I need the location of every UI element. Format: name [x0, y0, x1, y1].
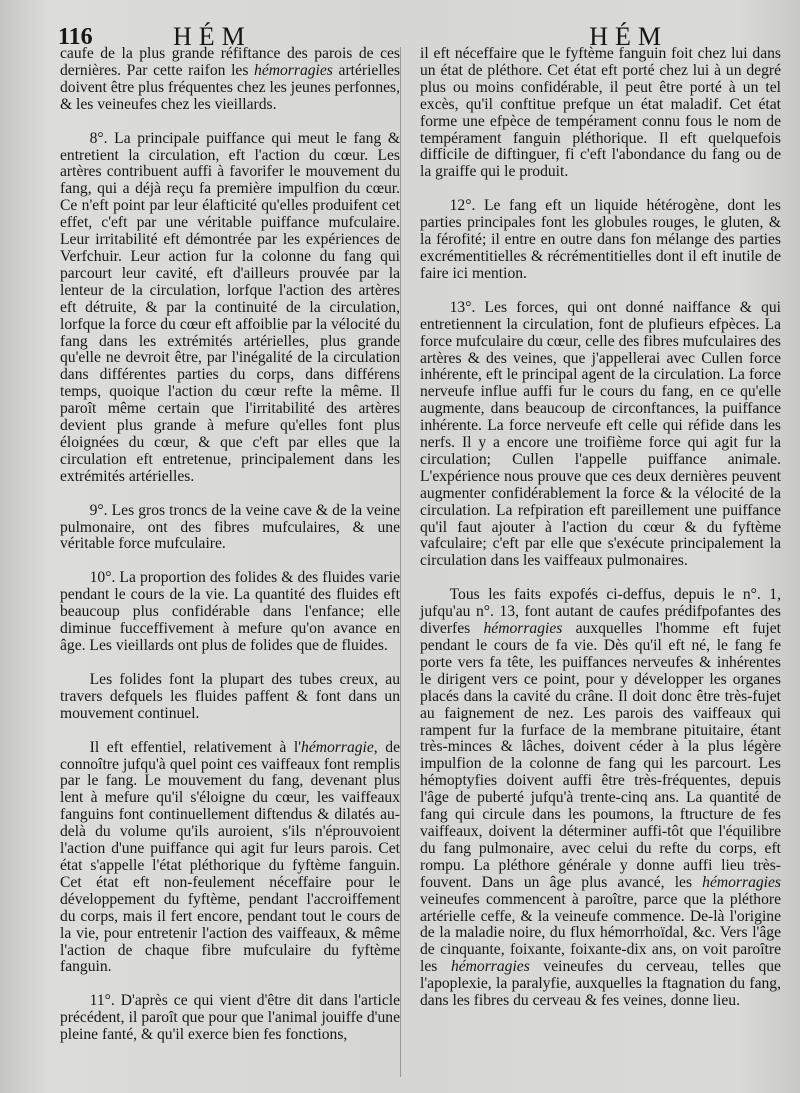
paragraph: Il eft effentiel, relativement à l'hémorragie, de connoître jufqu'à quel point ces vaiffeaux font remplis par le fang. Le mouvement du fang, devenant plus lent à mefure qu'il s'éloigne du cœur, les vaiffeaux fanguins font continuellement diftendus & dilatés au-delà du volume qu'ils auroient, s'ils n'éprouvoient l'action d'une puiffance qui agit fur leurs parois. Cet état s'appelle l'état pléthorique du fyftème fanguin. Cet état eft non-feulement néceffaire pour le développement du fyftème, pendant l'accroiffement du corps, mais il fert encore, pendant tout le cours de la vie, pour entretenir l'action des vaiffeaux, & même l'action de chaque fibre mufculaire du fyftème fanguin. [60, 738, 400, 976]
running-head-left: HÉM [173, 22, 252, 51]
paragraph: 12°. Le fang eft un liquide hétérogène, dont les parties principales font les globules rouges, le gluten, & la férofité; il entre en outre dans fon mélange des parties excrémentitielles & récrémentitielles dont il eft inutile de faire ici mention. [420, 197, 781, 282]
paragraph: 10°. La proportion des folides & des fluides varie pendant le cours de la vie. La quantité des fluides eft beaucoup plus confidérable dans l'enfance; elle diminue fucceffivement à mefure qu'on avance en âge. Les vieillards ont plus de folides que de fluides. [60, 569, 400, 654]
paragraph: 11°. D'après ce qui vient d'être dit dans l'article précédent, il paroît que pour que l'animal jouiffe d'une pleine fanté, & qu'il exerce bien fes fonctions, [60, 992, 400, 1044]
paragraph: Les folides font la plupart des tubes creux, au travers defquels les fluides paffent & font dans un mouvement continuel. [60, 670, 400, 722]
paragraph: Tous les faits expofés ci-deffus, depuis le n°. 1, jufqu'au n°. 13, font autant de caufes prédifpofantes des diverfes hémorragies auxquelles l'homme eft fujet pendant le cours de fa vie. Dès qu'il eft né, le fang fe porte vers fa tête, les puiffances nerveufes & inhérentes le dirigent vers ce point, pour y développer les organes placés dans la cavité du crâne. Il doit donc être très-fujet au faignement de nez. Les parois des vaiffeaux qui rampent fur la furface de la membrane pituitaire, étant très-minces & lâches, doivent céder à la plus légère impulfion de la colonne de fang qui les parcourt. Les hémoptyfies doivent auffi être très-fréquentes, depuis l'âge de puberté jufqu'à trente-cinq ans. La quantité de fang qui circule dans les poumons, la ftructure de fes vaiffeaux, doivent la déterminer auffi-tôt que l'équilibre du fang pulmonaire, avec celui du refte du corps, eft rompu. La pléthore générale y donne auffi lieu très-fouvent. Dans un âge plus avancé, les hémorragies veineufes commencent à paroître, parce que la pléthore artérielle ceffe, & la veineufe commence. De-là l'origine de la maladie noire, du flux hémorrhoïdal, &c. Vers l'âge de cinquante, foixante, foixante-dix ans, on voit paroître les hémorragies veineufes du cerveau, telles que l'apoplexie, la paralyfie, auxquelles la ftagnation du fang, dans les fibres du cerveau & fes veines, donne lieu. [420, 586, 781, 1010]
right-column [420, 46, 781, 1010]
paragraph: 9°. Les gros troncs de la veine cave & de la veine pulmonaire, ont des fibres mufculaires, & une véritable force mufculaire. [60, 501, 400, 553]
column-divider [400, 47, 401, 1077]
paragraph: 13°. Les forces, qui ont donné naiffance & qui entretiennent la circulation, font de plufieurs efpèces. La force mufculaire du cœur, celle des fibres mufculaires des artères & des veines, que j'appellerai avec Cullen force inhérente, eft le principal agent de la circulation. La force nerveufe influe auffi fur le cours du fang, en ce qu'elle augmente, dans beaucoup de circonftances, la puiffance inhérente. La force nerveufe eft celle qui réfide dans les nerfs. Il y a encore une troifième force qui agit fur la circulation; Cullen l'appelle puiffance animale. L'expérience nous prouve que ces deux dernières peuvent augmenter confidérablement la force & la vélocité de la circulation. La refpiration eft pareillement une puiffance qu'il faut ajouter à l'action du cœur & du fyftème vafculaire; c'eft par elle que s'exécute principalement la circulation dans les vaiffeaux pulmonaires. [420, 298, 781, 570]
left-column [60, 46, 400, 1044]
page-number: 116 [58, 24, 93, 50]
paragraph: caufe de la plus grande réfiftance des parois de ces dernières. Par cette raifon les hémorragies artérielles doivent être plus fréquentes chez les jeunes perfonnes, & les veineufes chez les vieillards. [60, 45, 400, 113]
running-head-right: HÉM [589, 22, 668, 51]
paragraph: il eft néceffaire que le fyftème fanguin foit chez lui dans un état de pléthore. Cet état eft porté chez lui à un degré plus ou moins confidérable, il peut être porté à un tel excès, qu'il conftitue prefque un état maladif. Cet état forme une efpèce de tempérament connu fous le nom de tempérament fanguin pléthorique. Il eft quelquefois difficile de diftinguer, fi c'eft l'abondance du fang ou de la graiffe qui le produit. [420, 45, 781, 181]
paragraph: 8°. La principale puiffance qui meut le fang & entretient la circulation, eft l'action du cœur. Les artères contribuent auffi à favorifer le mouvement du fang, qui a déjà reçu fa première impulfion du cœur. Ce n'eft point par leur élafticité qu'elles produifent cet effet, c'eft par une véritable puiffance mufculaire. Leur irritabilité eft démontrée par les expériences de Verfchuir. Leur action fur la colonne du fang qui parcourt leur cavité, eft d'ailleurs prouvée par la lenteur de la circulation, lorfque l'action des artères eft détruite, & par la continuité de la circulation, lorfque la force du cœur eft affoiblie par la vélocité du fang dans les extrémités artérielles, plus grande qu'elle ne devroit être, par l'inégalité de la circulation dans différentes parties du corps, dans différens temps, quoique l'action du cœur refte la même. Il paroît même certain que l'irritabilité des artères devient plus grande à mefure qu'elles font plus éloignées du cœur, & que c'eft par elles que la circulation eft entretenue, principalement dans les extrémités artérielles. [60, 129, 400, 485]
